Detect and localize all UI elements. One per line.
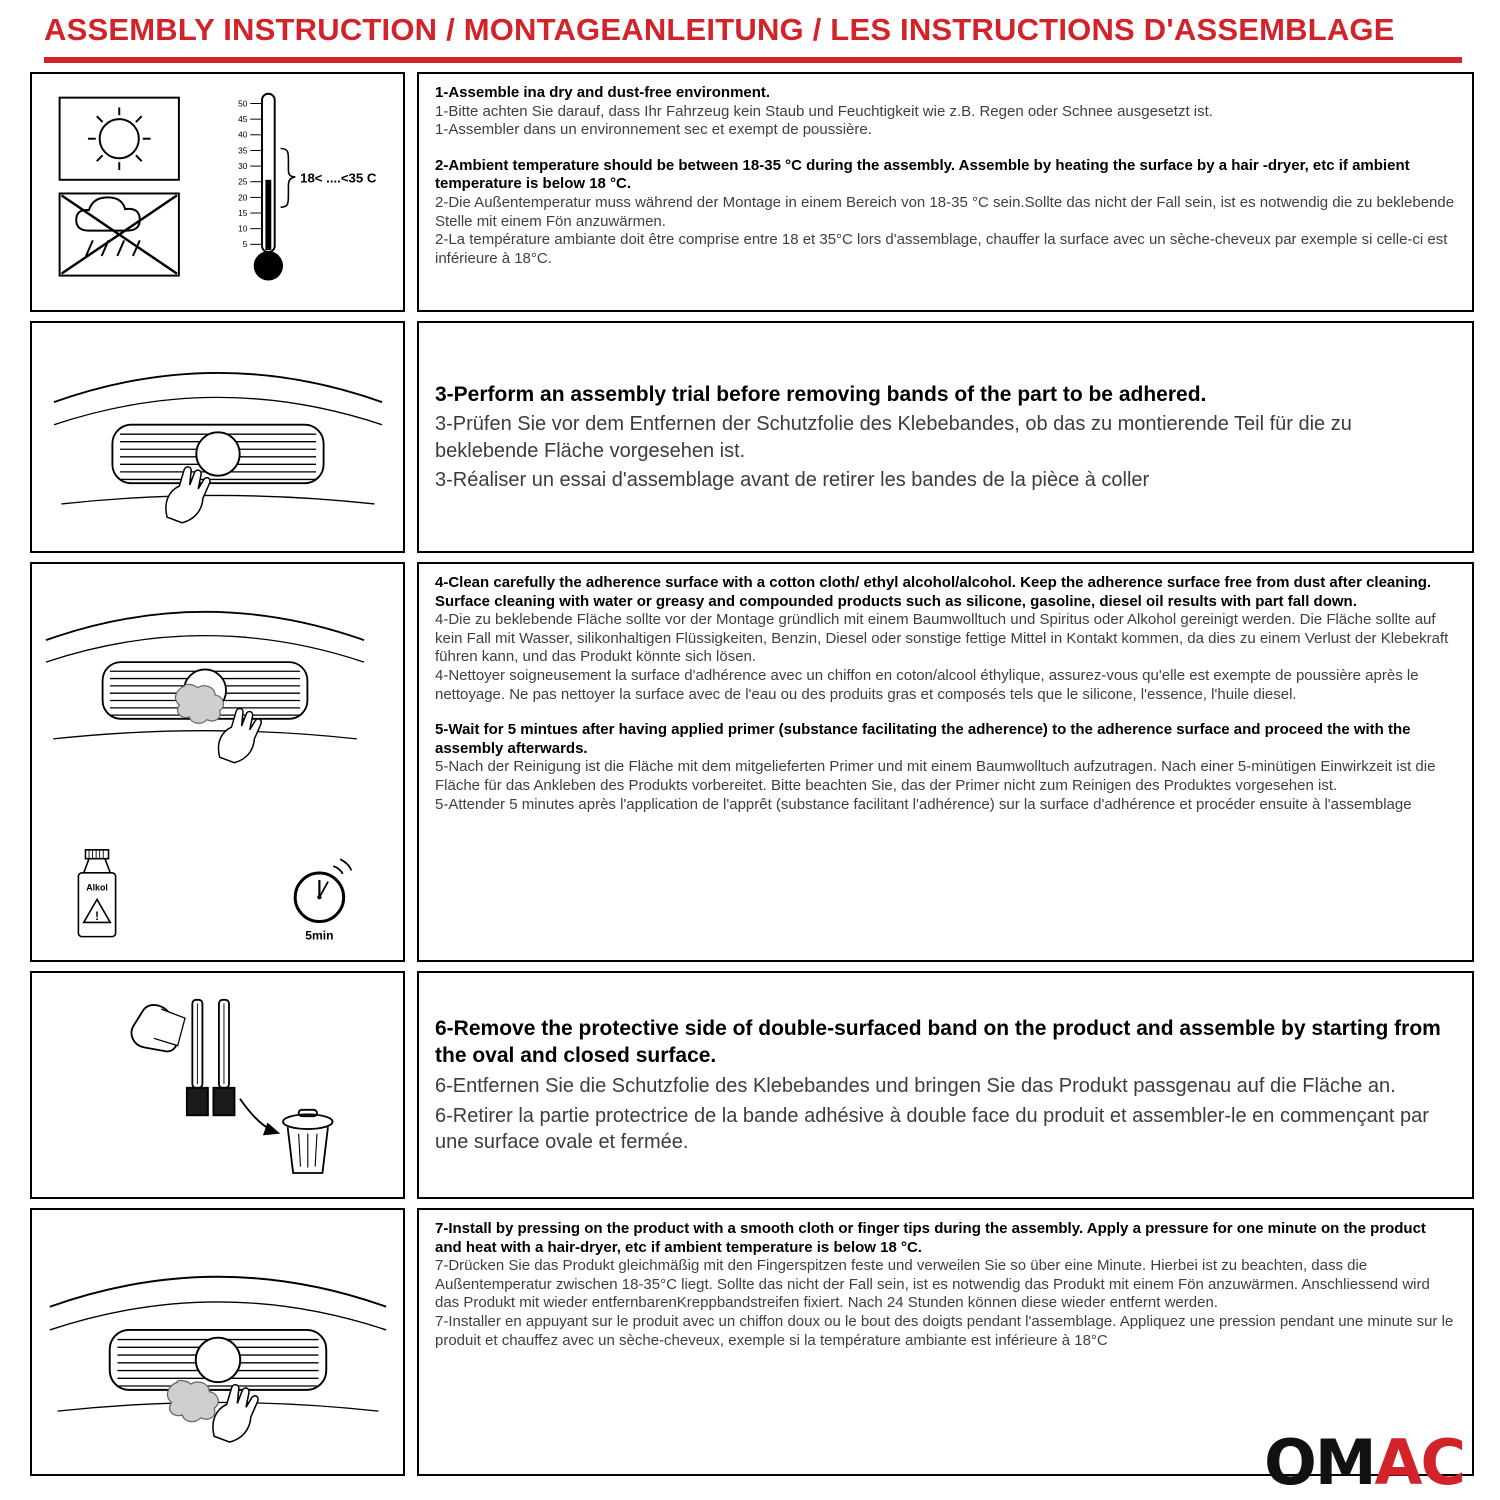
car-grille-cleaning-illustration bbox=[40, 578, 370, 770]
section-row-2 bbox=[30, 321, 1474, 553]
weather-temperature-illustration bbox=[42, 82, 394, 302]
instruction-1-en: 1-Assemble ina dry and dust-free environment. bbox=[435, 84, 771, 101]
omac-logo bbox=[1264, 1426, 1464, 1499]
clock-icon bbox=[283, 854, 361, 944]
omac-logo-red: AC bbox=[1374, 1426, 1464, 1499]
alcohol-label: Alkol bbox=[86, 882, 108, 893]
no-rain-icon bbox=[59, 193, 178, 275]
svg-text:30: 30 bbox=[237, 161, 247, 172]
instruction-5-fr: 5-Attender 5 minutes après l'application de l'apprêt (substance facilitant l'adhérence) sur la surface d'adhérence et procéder ensuite à l'assemblage bbox=[435, 795, 1412, 813]
car-grille-press-illustration bbox=[44, 1241, 392, 1444]
cleaning-tools bbox=[40, 846, 395, 944]
svg-text:50: 50 bbox=[237, 98, 247, 109]
instruction-3-de: 3-Prüfen Sie vor dem Entfernen der Schutzfolie des Klebebandes, ob das zu montierende Teil für die zu beklebende Fläche vorgesehen ist. bbox=[435, 413, 1352, 462]
section-row-5 bbox=[30, 1208, 1474, 1476]
page-title: ASSEMBLY INSTRUCTION / MONTAGEANLEITUNG / LES INSTRUCTIONS D'ASSEMBLAGE bbox=[44, 12, 1395, 47]
instruction-7-en: 7-Install by pressing on the product with a smooth cloth or finger tips during the assembly. Apply a pressure for one minute on the product and heat with a hair-dryer, etc if ambient temperature is below 18 °C. bbox=[435, 1220, 1426, 1256]
instruction-3-en: 3-Perform an assembly trial before removing bands of the part to be adhered. bbox=[435, 382, 1207, 406]
text-box-1 bbox=[417, 72, 1474, 312]
section-row-3 bbox=[30, 562, 1474, 962]
adhesive-strips-icon bbox=[186, 999, 234, 1114]
instruction-5-de: 5-Nach der Reinigung ist die Fläche mit dem mitgelieferten Primer und mit einem Baumwolltuch aufzutragen. Nach einer 5-minütigen Einwirkzeit ist die Fläche für das Ankleben des Produkts vorbereitet. Bitte beachten Sie, das der Primer nicht zum Reinigen des Produktes vorgesehen ist. bbox=[435, 758, 1436, 794]
car-grille-icon bbox=[49, 1276, 385, 1410]
illustration-box-5 bbox=[30, 1208, 405, 1476]
instruction-2-en: 2-Ambient temperature should be between 18-35 °C during the assembly. Assemble by heating the surface by a hair -dryer, etc if ambient temperature is below 18 °C. bbox=[435, 156, 1410, 193]
instruction-1-de: 1-Bitte achten Sie darauf, dass Ihr Fahrzeug kein Staub und Feuchtigkeit wie z.B. Regen oder Schnee ausgesetzt ist. bbox=[435, 102, 1213, 120]
illustration-box-2 bbox=[30, 321, 405, 553]
trash-can-icon bbox=[283, 1109, 332, 1172]
instruction-4-de: 4-Die zu beklebende Fläche sollte vor der Montage gründlich mit einem Baumwolltuch und Spiritus oder Alkohol gereinigt werden. Die Fläche sollte auf kein Fall mit Wasser, silikonhaltigen Flüssigkeiten, Benzin, Diesel oder sonstige fettige Mittel in Kontakt kommen, da dies zu einem Verlust der Klebekraft führen kann, und das Produkt könnte sich lösen. bbox=[435, 611, 1449, 666]
illustration-box-1 bbox=[30, 72, 405, 312]
text-box-2 bbox=[417, 321, 1474, 553]
alcohol-bottle-icon bbox=[66, 846, 128, 944]
instruction-6-de: 6-Entfernen Sie die Schutzfolie des Klebebandes und bringen Sie das Produkt passgenau auf die Fläche an. bbox=[435, 1075, 1396, 1098]
warning-exclamation: ! bbox=[95, 910, 99, 923]
svg-text:15: 15 bbox=[237, 207, 247, 218]
arrow-icon bbox=[239, 1098, 270, 1129]
svg-text:10: 10 bbox=[237, 223, 247, 234]
svg-text:5: 5 bbox=[242, 239, 247, 250]
thermometer-icon bbox=[250, 94, 295, 281]
title-underline bbox=[44, 57, 1462, 63]
svg-text:25: 25 bbox=[237, 176, 247, 187]
text-box-4 bbox=[417, 971, 1474, 1199]
text-box-3 bbox=[417, 562, 1474, 962]
instruction-7-fr: 7-Installer en appuyant sur le produit avec un chiffon doux ou le bout des doigts pendant l'assemblage. Appliquez une pression pendant une minute sur le produit et chauffez avec un sèche-cheveux, exemple si la température ambiante est inférieure à 18°C bbox=[435, 1312, 1454, 1349]
instruction-3-fr: 3-Réaliser un essai d'assemblage avant de retirer les bandes de la pièce à coller bbox=[435, 469, 1150, 492]
hand-icon bbox=[212, 1384, 257, 1441]
instruction-5-en: 5-Wait for 5 mintues after having applied primer (substance facilitating the adherence) to the adherence surface and proceed the with the assembly afterwards. bbox=[435, 721, 1411, 757]
instruction-2-fr: 2-La température ambiante doit être comprise entre 18 et 35°C lors d'assemblage, chauffer la surface avec un sèche-cheveux par exemple si celle-ci est inférieure à 18°C. bbox=[435, 231, 1448, 267]
instruction-6-fr: 6-Retirer la partie protectrice de la bande adhésive à double face du produit et assembler-le en commençant par une surface ovale et fermée. bbox=[435, 1104, 1429, 1153]
svg-text:40: 40 bbox=[237, 129, 247, 140]
instruction-4-en: 4-Clean carefully the adherence surface with a cotton cloth/ ethyl alcohol/alcohol. Keep the adherence surface free from dust after cleaning. Surface cleaning with water or greasy and compounded products such as silicone, gasoline, diesel oil results with part fall down. bbox=[435, 574, 1432, 610]
section-row-1 bbox=[30, 72, 1474, 312]
instruction-6-en: 6-Remove the protective side of double-surfaced band on the product and assemble by starting from the oval and closed surface. bbox=[435, 1016, 1441, 1068]
thermometer-scale bbox=[238, 98, 248, 249]
car-grille-icon bbox=[53, 373, 381, 504]
instruction-7-de: 7-Drücken Sie das Produkt gleichmäßig mit den Fingerspitzen feste und verweilen Sie so über eine Minute. Hierbei ist zu beachten, dass die Außentemperatur zwischen 18-35°C liegt. Sollte das nicht der Fall sein, ist es notwendig das Produkt mit einem Fön anzuwärmen. Anschliessend wird das Produkt mit wieder entfernbarenKreppbandstreifen fixiert. Nach 24 Stunden können diese wieder entfernt werden. bbox=[435, 1257, 1430, 1312]
car-grille-trial-illustration bbox=[48, 338, 388, 536]
arrowhead bbox=[262, 1122, 279, 1135]
illustration-box-4 bbox=[30, 971, 405, 1199]
peel-band-illustration bbox=[53, 987, 383, 1184]
illustration-box-3 bbox=[30, 562, 405, 962]
svg-text:45: 45 bbox=[237, 114, 247, 125]
instruction-4-fr: 4-Nettoyer soigneusement la surface d'adhérence avec un chiffon en coton/alcool éthylique, assurez-vous qu'elle est exempte de poussière après le nettoyage. Ne pas nettoyer la surface avec de l'eau ou des produits gras et composés tels que le silicone, l'essence, l'huile diesel. bbox=[435, 666, 1419, 703]
instruction-1-fr: 1-Assembler dans un environnement sec et exempt de poussière. bbox=[435, 121, 872, 139]
temperature-range-label: 18< ....<35 C bbox=[299, 170, 376, 186]
omac-logo-black: OM bbox=[1264, 1426, 1375, 1499]
instruction-2-de: 2-Die Außentemperatur muss während der Montage in einem Bereich von 18-35 °C sein.Sollte das nicht der Fall sein, ist es notwendig die zu beklebende Stelle mit einem Fön anzuwärmen. bbox=[435, 193, 1455, 230]
svg-text:35: 35 bbox=[237, 145, 247, 156]
svg-text:20: 20 bbox=[237, 192, 247, 203]
sun-icon bbox=[59, 98, 178, 180]
clock-label: 5min bbox=[305, 928, 334, 943]
section-row-4 bbox=[30, 971, 1474, 1199]
